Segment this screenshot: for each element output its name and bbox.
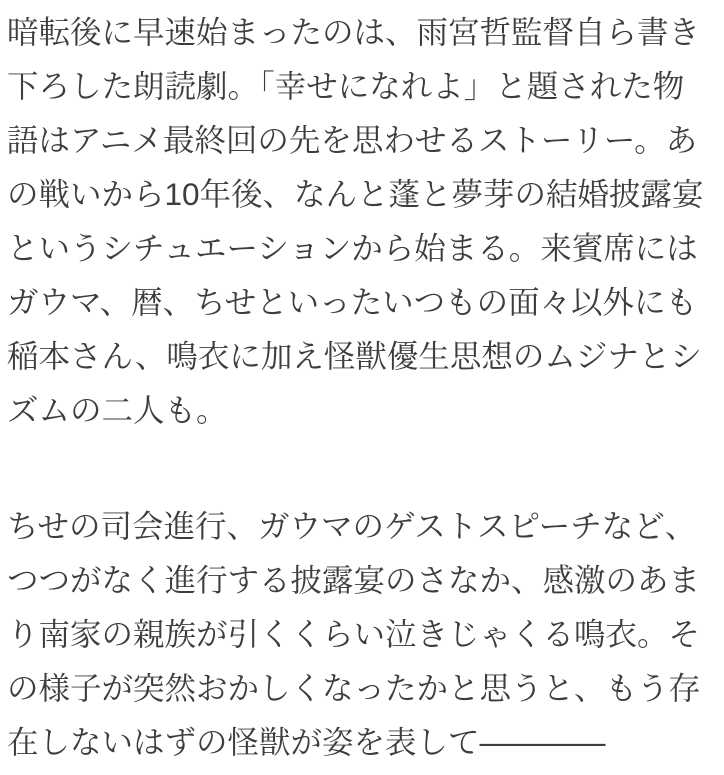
text-line: 語はアニメ最終回の先を思わせるストーリー。あ — [7, 122, 698, 158]
paragraph-2 — [7, 499, 724, 769]
text-line: ガウマ、暦、ちせといったいつもの面々以外にも — [7, 284, 698, 320]
paragraph-1 — [7, 5, 724, 437]
text-line: 下ろした朗読劇。「幸せになれよ」と題された物 — [7, 68, 685, 104]
text-line: 在しないはずの怪獣が姿を表して―――― — [7, 724, 606, 760]
text-line: つつがなく進行する披露宴のさなか、感激のあま — [7, 562, 701, 598]
text-line: ちせの司会進行、ガウマのゲストスピーチなど、 — [7, 508, 697, 544]
text-line: の戦いから10年後、なんと蓬と夢芽の結婚披露宴 — [7, 176, 704, 212]
text-line: というシチュエーションから始まる。来賓席には — [7, 230, 698, 266]
text-line: 暗転後に早速始まったのは、雨宮哲監督自ら書き — [7, 14, 701, 50]
text-line: ズムの二人も。 — [7, 392, 228, 428]
text-line: の様子が突然おかしくなったかと思うと、もう存 — [7, 670, 701, 706]
text-line: 稲本さん、鳴衣に加え怪獣優生思想のムジナとシ — [7, 338, 702, 374]
text-line: り南家の親族が引くくらい泣きじゃくる鳴衣。そ — [7, 616, 701, 652]
